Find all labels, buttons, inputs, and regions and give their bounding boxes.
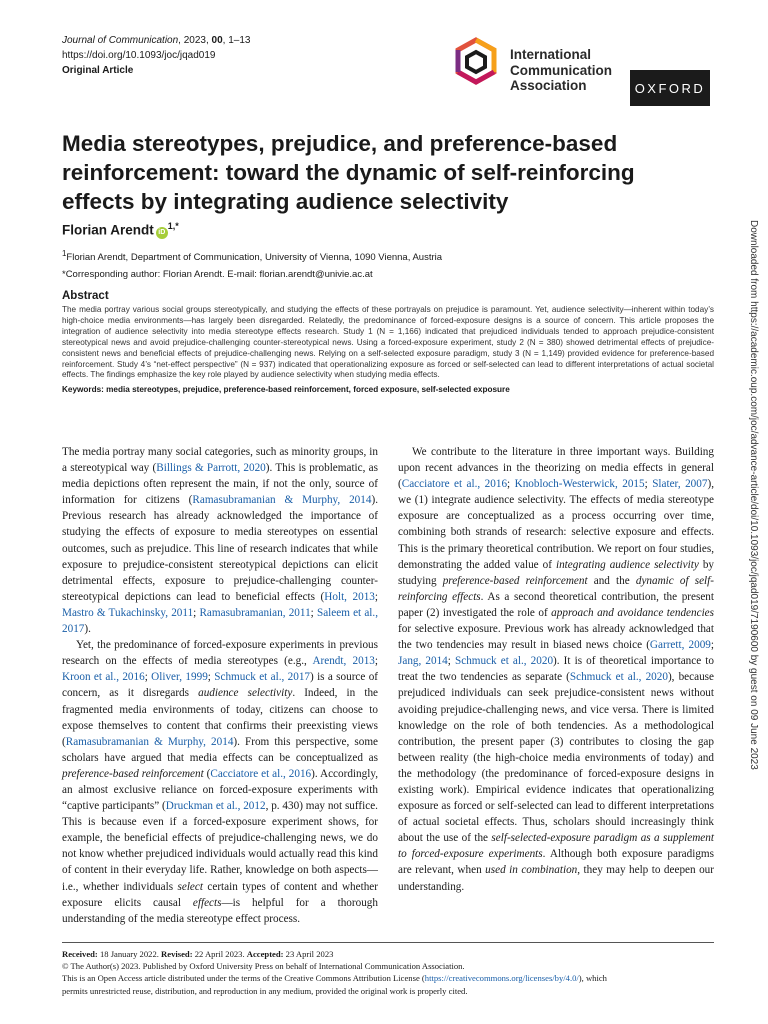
citation-link[interactable]: Saleem et al., 2017 — [62, 606, 379, 636]
download-watermark-text: Downloaded from https://academic.oup.com/joc/advance-article/doi/10.1093/joc/jqad019/7190600 by guest on 09 June 2023 — [748, 220, 759, 770]
dates-line — [62, 948, 722, 960]
body-text: ; — [710, 639, 714, 652]
journal-name: Journal of Communication — [62, 35, 179, 46]
body-text: ; — [644, 478, 653, 491]
body-text: ; — [310, 606, 317, 619]
citation-link[interactable]: Mastro & Tukachinsky, 2011 — [62, 606, 194, 619]
body-text: by studying — [398, 558, 715, 587]
received-date: 18 January 2022. — [97, 949, 162, 959]
body-text: ; — [207, 671, 215, 684]
keywords-label: Keywords: — [62, 385, 104, 395]
article-title: Media stereotypes, prejudice, and preference-based reinforcement: toward the dynamic of self-reinforcing effects by integrating audience selectivity — [62, 131, 635, 214]
body-column-left — [62, 444, 378, 927]
license-link[interactable]: https://creativecommons.org/licenses/by/4.0/ — [424, 973, 579, 984]
citation-link[interactable]: Schmuck et al., 2017 — [214, 671, 311, 684]
body-text: . Although both exposure paradigms are relevant, when — [398, 848, 714, 877]
body-text: for selective exposure. Previous work has already acknowledged that the two tendencies may result in biased news choice ( — [398, 623, 714, 652]
footer-rule — [62, 942, 714, 943]
citation-link[interactable]: Kroon et al., 2016 — [62, 671, 145, 684]
body-text: ), because prejudiced individuals can seek prejudice-consistent news without avoiding prejudice-challenging news, and vice versa. There is limited knowledge on the role of both tendencies. As a methodological contribution, the present paper (3) contributes to closing the gap between reality (the high-choice media environments of today) and the methodology (the predominance of forced-exposure designs in existing work). Empirical evidence indicates that operationalizing exposure as forced or self-selected can lead to different interpretations of actual societal effects. Thus, scholars should increasingly think about the use of the — [398, 671, 714, 845]
body-text: ; — [447, 655, 455, 668]
emphasis-text: approach and avoidance tendencies — [551, 606, 715, 619]
article-meta — [62, 33, 250, 78]
body-column-right — [398, 444, 714, 895]
body-text: . Indeed, in the fragmented media environments of today, citizens can choose to expose themselves to content that confirms their preexisting views ( — [62, 687, 379, 748]
body-paragraph — [62, 444, 378, 637]
author-sup: 1,* — [167, 221, 179, 231]
revised-date: 22 April 2023. — [192, 949, 247, 959]
revised-label: Revised: — [161, 949, 193, 959]
body-text: ; — [193, 606, 200, 619]
journal-citation — [62, 33, 250, 48]
body-text: ), we (1) integrate audience selectivity. The effects of media stereotype exposure are conceptualized as a process occurring over time, combining both strands of research: selective exposure and effects. This is the primary theoretical contribution. We report on four studies, demonstrating the added value of — [398, 478, 714, 571]
body-text: We contribute to the literature in three important ways. Building upon recent advances in the theorizing on media effects in general ( — [398, 446, 714, 491]
ica-line-2: Communication — [510, 62, 613, 78]
body-text: certain types of content and whether exposure elicits causal — [62, 880, 379, 909]
keywords-list: media stereotypes, prejudice, preference-based reinforcement, forced exposure, self-selected exposure — [103, 385, 510, 395]
accepted-date: 23 April 2023 — [283, 949, 334, 959]
affiliation-num: 1 — [62, 249, 67, 258]
body-paragraph — [398, 444, 714, 895]
citation-link[interactable]: Ramasubramanian, 2011 — [199, 606, 311, 619]
emphasis-text: effects — [192, 896, 222, 909]
citation-link[interactable]: Cacciatore et al., 2016 — [210, 767, 312, 780]
oxford-logo: OXFORD — [630, 70, 710, 106]
citation-link[interactable]: Jang, 2014 — [398, 655, 448, 668]
citation-link[interactable]: Schmuck et al., 2020 — [455, 655, 554, 668]
author-name[interactable]: Florian Arendt — [62, 222, 154, 238]
accepted-label: Accepted: — [246, 949, 284, 959]
license-pre: This is an Open Access article distributed under the terms of the Creative Commons Attribution License ( — [62, 973, 425, 984]
emphasis-text: dynamic of self-reinforcing effects — [398, 574, 714, 603]
corresponding-author: *Corresponding author: Florian Arendt. E-mail: florian.arendt@univie.ac.at — [62, 269, 373, 281]
body-text: ; — [374, 655, 378, 668]
body-text: . As a second theoretical contribution, the present paper (2) investigated the role of — [398, 590, 715, 619]
emphasis-text: self-selected-exposure paradigm as a supplement to forced-exposure experiments — [398, 832, 714, 861]
emphasis-text: audience selectivity — [198, 687, 293, 700]
license-line-2: permits unrestricted reuse, distribution, and reproduction in any medium, provided the original work is properly cited. — [62, 985, 468, 996]
author-line — [62, 221, 179, 239]
body-text: ). Accordingly, an almost exclusive reliance on forced-exposure experiments with “captive participants” ( — [62, 767, 378, 813]
citation-link[interactable]: Knobloch-Westerwick, 2015 — [514, 478, 645, 491]
article-footer — [62, 948, 722, 997]
download-watermark — [741, 220, 761, 780]
body-text: ). From this perspective, some scholars have argued that media effects can be conceptualized as — [62, 735, 379, 764]
body-text: The media portray many social categories, such as minority groups, in a stereotypical way ( — [62, 446, 378, 475]
emphasis-text: integrating audience selectivity — [555, 558, 699, 571]
citation-link[interactable]: Druckman et al., 2012 — [165, 800, 266, 813]
keywords — [62, 384, 714, 395]
body-text: ) is a source of concern, as it disregards — [62, 671, 379, 700]
abstract-section — [62, 290, 714, 395]
emphasis-text: used in combination — [485, 864, 578, 877]
body-text: and the — [587, 574, 636, 587]
abstract-heading: Abstract — [62, 290, 109, 302]
license-post: ), which — [578, 973, 607, 984]
body-text: ( — [203, 767, 211, 780]
citation-link[interactable]: Holt, 2013 — [324, 590, 375, 603]
citation-link[interactable]: Cacciatore et al., 2016 — [401, 478, 508, 491]
affiliation-text: Florian Arendt, Department of Communication, University of Vienna, 1090 Vienna, Austria — [66, 252, 443, 264]
body-text: , they may help to deepen our understanding. — [398, 864, 715, 893]
citation-link[interactable]: Garrett, 2009 — [649, 639, 711, 652]
received-label: Received: — [62, 949, 98, 959]
ica-line-1: International — [510, 47, 592, 62]
citation-link[interactable]: Billings & Parrott, 2020 — [156, 462, 266, 475]
ica-name — [510, 47, 612, 94]
body-text: ). This is problematic, as media depictions often represent the main, if not the only, source of information for citizens ( — [62, 462, 378, 507]
citation-link[interactable]: Oliver, 1999 — [151, 671, 208, 684]
citation-link[interactable]: Arendt, 2013 — [312, 655, 375, 668]
license-line — [62, 972, 722, 984]
citation-link[interactable]: Ramasubramanian & Murphy, 2014 — [192, 494, 372, 507]
body-paragraph — [62, 637, 378, 927]
body-text: ; — [144, 671, 152, 684]
emphasis-text: preference-based reinforcement — [62, 767, 204, 780]
citation-link[interactable]: Schmuck et al., 2020 — [569, 671, 668, 684]
doi-link[interactable]: https://doi.org/10.1093/joc/jqad019 — [62, 50, 216, 61]
abstract-text: The media portray various social groups stereotypically, and studying the effects of these portrayals on prejudice is paramount. Yet, audience selectivity—inherent within today’s high-choice media environments—has largely been disregarded. Relatedly, the predominance of forced-exposure designs is a source of concern. This article proposes the integration of audience selectivity into media stereotype effects research. Study 1 (N = 1,166) indicated that prejudiced individuals tended to approach prejudice-consistent stereotypical news and avoid prejudice-challenging counter-stereotypical news. Using a forced-exposure experiment, study 2 (N = 380) showed detrimental effects of prejudice-consistent news and beneficial effects of prejudice-challenging news. Relying on a self-selected exposure paradigm, study 3 (N = 1,149) provided evidence for preference-based reinforcement. Study 4’s “net-effect perspective” (N = 937) indicated that operationalizing exposure as forced or self-selected can lead to different interpretations of actual societal effects. The findings emphasize the key role played by audience selectivity when studying media effects. — [62, 305, 714, 380]
affiliations — [62, 246, 722, 284]
ica-line-3: Association — [510, 78, 587, 93]
emphasis-text: select — [177, 880, 203, 893]
body-text: Yet, the predominance of forced-exposure experiments in previous research on the effects of media stereotypes (e.g., — [62, 639, 378, 668]
body-text: —is helpful for a thorough understanding of the media stereotype effect process. — [62, 896, 378, 925]
copyright-line: © The Author(s) 2023. Published by Oxford University Press on behalf of International Communication Association. — [62, 961, 465, 972]
journal-year: , 2023, — [178, 35, 212, 46]
body-text: ). It is of theoretical importance to treat the two tendencies as separate ( — [398, 655, 714, 684]
journal-volume: 00 — [211, 35, 223, 46]
citation-link[interactable]: Slater, 2007 — [652, 478, 708, 491]
article-type: Original Article — [62, 65, 134, 76]
orcid-icon[interactable]: iD — [156, 227, 168, 239]
body-text: ). — [84, 623, 91, 636]
citation-link[interactable]: Ramasubramanian & Murphy, 2014 — [65, 735, 234, 748]
affiliation-1 — [62, 246, 722, 265]
journal-pages: , 1–13 — [222, 35, 251, 46]
body-text: ). Previous research has already acknowledged the importance of studying the effects of exposure to media stereotypes on essential outcomes, such as prejudice. This line of research indicates that while exposure to prejudice-consistent stereotypical depictions can elicit detrimental effects, exposure to prejudice-challenging counter-stereotypical depictions can lead to beneficial effects ( — [62, 494, 378, 603]
body-text: ; — [374, 590, 379, 603]
body-text: , p. 430) may not suffice. This is because even if a forced-exposure experiment shows, for example, the beneficial effects of prejudice-challenging news, we do not know whether prejudiced individuals would actually read this kind of content in their everyday life. Rather, knowledge on both aspects—i.e., whether individuals — [62, 800, 378, 893]
body-text: ; — [507, 478, 515, 491]
emphasis-text: preference-based reinforcement — [442, 574, 588, 587]
